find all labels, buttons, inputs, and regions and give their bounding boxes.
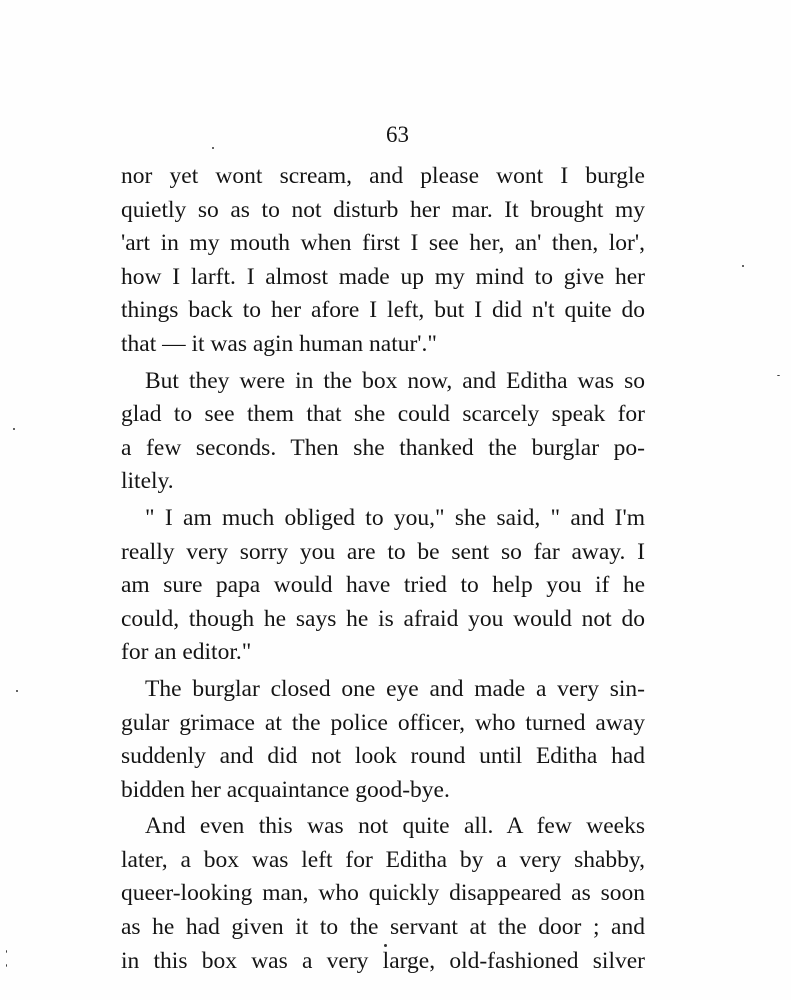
text-line: 'art in my mouth when first I see her, an' then, lor', <box>121 230 645 257</box>
text-line: gular grimace at the police officer, who turned away <box>121 709 645 736</box>
page-number: 63 <box>386 122 409 147</box>
text-line: And even this was not quite all. A few weeks <box>145 813 645 840</box>
scan-speck <box>6 964 7 967</box>
scan-speck <box>212 147 214 149</box>
paragraph-1 <box>121 160 645 362</box>
text-line: for an editor." <box>121 639 252 666</box>
scan-speck <box>16 690 18 692</box>
text-line: could, though he says he is afraid you would not do <box>121 605 645 632</box>
paragraph-5 <box>121 810 645 978</box>
scan-speck <box>384 944 387 947</box>
text-line: things back to her afore I left, but I did n't quite do <box>121 297 645 324</box>
scan-speck <box>13 428 15 430</box>
paragraph-4 <box>121 673 645 807</box>
text-line: a few seconds. Then she thanked the burglar po- <box>121 434 645 461</box>
text-line: really very sorry you are to be sent so far away. I <box>121 538 645 565</box>
text-line: as he had given it to the servant at the door ; and <box>121 914 645 941</box>
text-line: quietly so as to not disturb her mar. It brought my <box>121 196 645 223</box>
text-line: later, a box was left for Editha by a very shabby, <box>121 846 645 873</box>
text-line: glad to see them that she could scarcely speak for <box>121 401 645 428</box>
paragraph-3 <box>121 502 645 670</box>
text-line: nor yet wont scream, and please wont I burgle <box>121 163 645 189</box>
text-line: bidden her acquaintance good-bye. <box>121 776 450 803</box>
body-text <box>121 160 645 978</box>
text-line: am sure papa would have tried to help you if he <box>121 572 645 599</box>
scan-speck <box>777 375 780 376</box>
text-line: queer-looking man, who quickly disappeared as soon <box>121 880 645 907</box>
text-line: " I am much obliged to you," she said, " and I'm <box>145 504 645 531</box>
paragraph-2 <box>121 365 645 499</box>
text-line: The burglar closed one eye and made a very sin- <box>145 675 645 702</box>
text-line: suddenly and did not look round until Editha had <box>121 743 645 770</box>
text-line: that — it was agin human natur'." <box>121 330 437 357</box>
text-line: how I larft. I almost made up my mind to give her <box>121 263 645 290</box>
scan-speck <box>6 950 7 953</box>
text-line: But they were in the box now, and Editha was so <box>145 367 645 394</box>
scan-speck <box>742 265 744 267</box>
text-line: in this box was a very large, old-fashioned silver <box>121 947 645 974</box>
text-line: litely. <box>121 468 174 495</box>
